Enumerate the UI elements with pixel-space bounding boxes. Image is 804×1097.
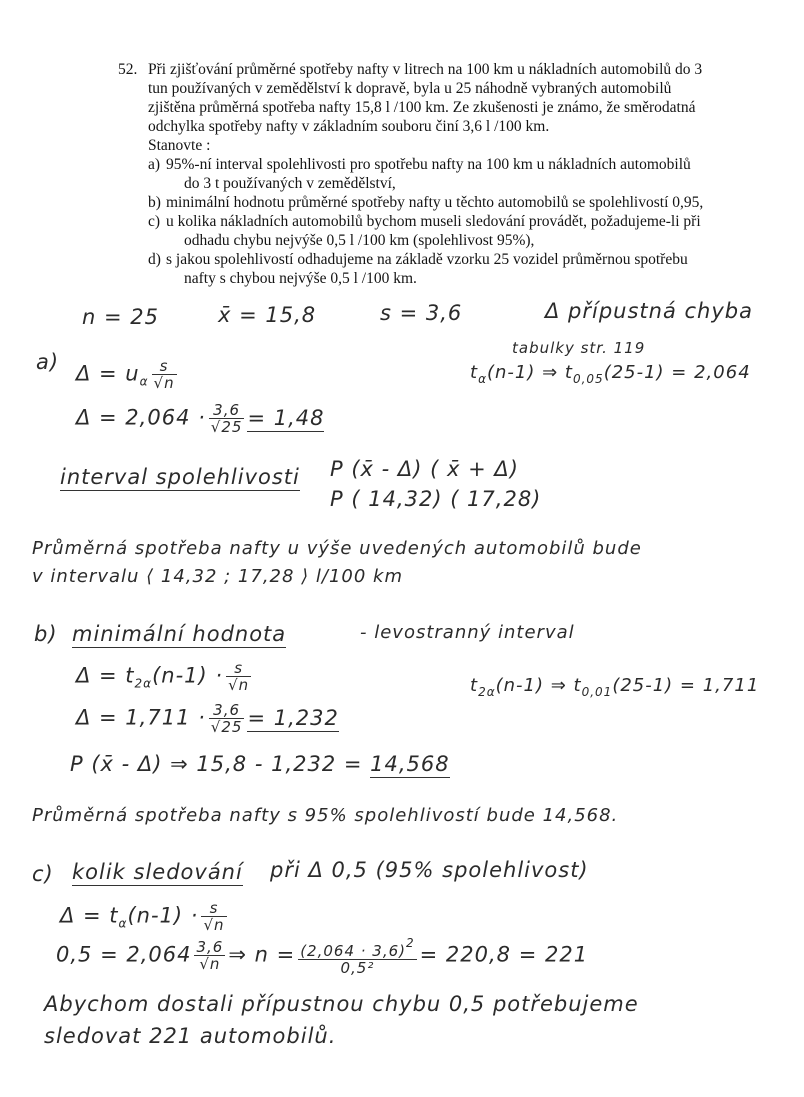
part-b-heading-note: - levostranný interval <box>360 622 575 643</box>
calc-result: = 1,232 <box>247 705 339 730</box>
calc-text: ⇒ n = <box>228 942 296 967</box>
conclusion-a-line: v intervalu ⟨ 14,32 ; 17,28 ⟩ l/100 km <box>32 566 404 587</box>
task-line: u kolika nákladních automobilů bychom museli sledování provádět, požadujeme-li při <box>166 213 701 230</box>
intro-line: Při zjišťování průměrné spotřeby nafty v litrech na 100 km u nákladních automobilů do 3 <box>148 61 703 78</box>
formula-text: (n-1) · <box>152 663 224 688</box>
numerator <box>298 935 416 960</box>
part-c-formula <box>60 900 230 933</box>
fraction <box>152 358 177 391</box>
task-line: minimální hodnotu průměrné spotřeby nafty u těchto automobilů se spolehlivostí 0,95, <box>166 194 704 211</box>
numerator: s <box>226 660 251 677</box>
eq-subscript: 2α <box>478 685 496 699</box>
interval-formula: P (x̄ - Δ) ( x̄ + Δ) <box>330 457 519 481</box>
part-b-calc <box>76 702 339 735</box>
part-b-label: b) <box>34 622 58 646</box>
calc-result: = 220,8 = 221 <box>419 942 589 967</box>
eq-subscript: α <box>478 372 487 386</box>
calc-result: = 1,48 <box>247 405 325 430</box>
denominator: √n <box>199 955 221 973</box>
fraction <box>209 702 245 735</box>
table-note: tabulky str. 119 <box>512 339 646 357</box>
table-equation <box>470 675 759 699</box>
part-b-formula <box>76 660 254 693</box>
task-c <box>118 212 758 250</box>
formula-text: (n-1) · <box>127 903 199 928</box>
exponent: 2 <box>406 936 415 950</box>
calc-text: Δ = 1,711 · <box>76 705 206 730</box>
task-label: d) <box>148 251 161 268</box>
intro-line: odchylka spotřeby nafty v základním souboru činí 3,6 l /100 km. <box>148 118 550 135</box>
task-b <box>118 193 758 212</box>
part-c-heading-rest: při Δ 0,5 (95% spolehlivost) <box>270 858 589 882</box>
task-label: b) <box>148 194 161 211</box>
part-c-calc <box>56 935 588 976</box>
task-line: do 3 t používaných v zemědělství, <box>184 175 396 192</box>
table-equation <box>470 362 751 386</box>
p-formula-text: P (x̄ - Δ) ⇒ 15,8 - 1,232 = <box>70 752 363 776</box>
formula-text: Δ = u <box>76 361 140 386</box>
conclusion-a-line: Průměrná spotřeba nafty u výše uvedených automobilů bude <box>32 538 642 559</box>
denominator: √25 <box>210 718 243 736</box>
numerator: s <box>152 358 177 375</box>
task-line: nafty s chybou nejvýše 0,5 l /100 km. <box>184 270 417 287</box>
eq-text: (25-1) = 1,711 <box>612 675 760 696</box>
numerator: 3,6 <box>196 938 224 956</box>
denominator: √n <box>203 916 225 934</box>
part-a-label: a) <box>36 350 60 374</box>
problem-intro <box>118 60 758 136</box>
eq-text: (n-1) ⇒ t <box>495 675 582 696</box>
interval-label: interval spolehlivosti <box>60 465 300 489</box>
numerator: 3,6 <box>209 702 245 719</box>
formula-text: Δ = t <box>60 903 119 928</box>
p-result: 14,568 <box>370 752 450 776</box>
given-xbar: x̄ = 15,8 <box>218 303 317 327</box>
task-heading: Stanovte : <box>148 137 211 154</box>
intro-line: zjištěna průměrná spotřeba nafty 15,8 l /100 km. Ze zkušenosti je známo, že směrodatná <box>148 99 696 116</box>
eq-text: (25-1) = 2,064 <box>603 362 751 383</box>
task-line: s jakou spolehlivostí odhadujeme na základě vzorku 25 vozidel průměrnou spotřebu <box>166 251 688 268</box>
formula-text: Δ = t <box>76 663 135 688</box>
formula-subscript: α <box>139 374 149 389</box>
eq-subscript: 0,01 <box>581 685 613 699</box>
denominator: √n <box>153 374 175 392</box>
fraction <box>209 402 245 435</box>
calc-text: Δ = 2,064 · <box>76 405 206 430</box>
fraction <box>194 939 225 972</box>
part-a-calc <box>76 402 324 435</box>
problem-number: 52. <box>118 61 138 78</box>
part-b-heading: minimální hodnota <box>72 622 287 646</box>
part-b-p-formula <box>70 752 450 776</box>
task-a <box>118 155 758 193</box>
denominator: 0,5² <box>340 959 375 977</box>
eq-text: (n-1) ⇒ t <box>486 362 573 383</box>
given-s: s = 3,6 <box>380 301 463 325</box>
delta-note: Δ přípustná chyba <box>545 299 753 323</box>
given-n: n = 25 <box>82 305 159 329</box>
part-c-heading: kolik sledování <box>72 860 243 884</box>
intro-line: tun používaných v zemědělství k dopravě, byla u 25 náhodně vybraných automobilů <box>148 80 672 97</box>
numerator-text: (2,064 · 3,6) <box>300 942 406 960</box>
task-line: odhadu chybu nejvýše 0,5 l /100 km (spolehlivost 95%), <box>184 232 535 249</box>
fraction <box>226 660 251 693</box>
conclusion-b: Průměrná spotřeba nafty s 95% spolehlivostí bude 14,568. <box>32 805 619 826</box>
denominator: √n <box>228 676 250 694</box>
conclusion-c-line: sledovat 221 automobilů. <box>44 1024 337 1048</box>
formula-subscript: 2α <box>134 676 153 691</box>
fraction <box>201 900 226 933</box>
task-label: c) <box>148 213 161 230</box>
fraction <box>298 935 416 976</box>
task-label: a) <box>148 156 161 173</box>
numerator: s <box>201 900 226 917</box>
formula-subscript: α <box>118 916 128 931</box>
calc-text: 0,5 = 2,064 <box>56 942 192 967</box>
eq-text: t <box>470 675 479 696</box>
eq-text: t <box>470 362 479 383</box>
part-a-formula <box>76 358 180 391</box>
part-c-label: c) <box>32 862 54 886</box>
task-line: 95%-ní interval spolehlivosti pro spotřebu nafty na 100 km u nákladních automobilů <box>166 156 691 173</box>
numerator: 3,6 <box>209 402 245 419</box>
task-d <box>118 250 758 288</box>
eq-subscript: 0,05 <box>572 372 604 386</box>
interval-values: P ( 14,32) ( 17,28) <box>330 487 542 511</box>
denominator: √25 <box>210 418 243 436</box>
conclusion-c-line: Abychom dostali přípustnou chybu 0,5 potřebujeme <box>44 992 639 1016</box>
problem-statement <box>118 60 758 288</box>
